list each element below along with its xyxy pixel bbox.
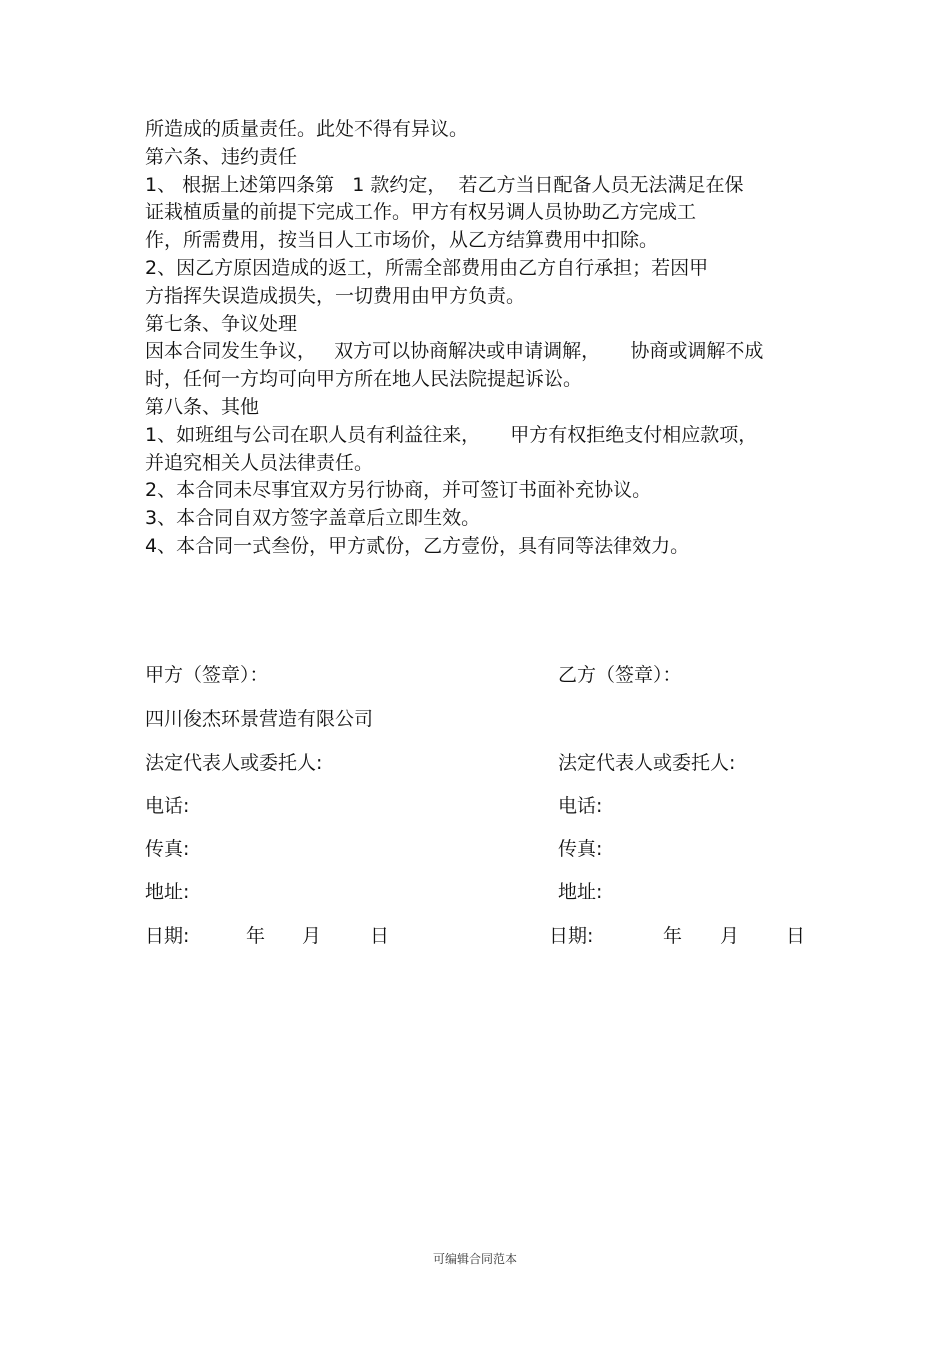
party-b-rep-label: 法定代表人或委托人: (558, 752, 736, 774)
party-b-phone-label: 电话: (558, 795, 603, 817)
party-b-address-label: 地址: (558, 881, 603, 903)
contract-line: 作，所需费用，按当日人工市场价，从乙方结算费用中扣除。 (145, 229, 659, 252)
party-a-month-label: 月 (302, 925, 322, 947)
party-a-phone-label: 电话: (145, 795, 190, 817)
page-footer: 可编辑合同范本 (432, 1252, 517, 1266)
party-b-month-label: 月 (720, 925, 740, 947)
contract-line: 2、本合同未尽事宜双方另行协商，并可签订书面补充协议。 (145, 479, 652, 502)
party-b-date-label: 日期: (549, 925, 594, 947)
contract-line: 1、如班组与公司在职人员有利益往来， 甲方有权拒绝支付相应款项， (145, 423, 758, 446)
party-a-address-label: 地址: (145, 881, 190, 903)
party-a-company: 四川俊杰环景营造有限公司 (145, 708, 374, 730)
contract-line: 时，任何一方均可向甲方所在地人民法院提起诉讼。 (145, 368, 583, 391)
contract-line: 3、本合同自双方签字盖章后立即生效。 (145, 507, 481, 530)
article-seven-heading: 第七条、争议处理 (145, 312, 298, 335)
contract-line: 并追究相关人员法律责任。 (145, 451, 374, 474)
article-eight-heading: 第八条、其他 (145, 395, 260, 418)
party-a-year-label: 年 (246, 925, 266, 947)
contract-line: 1、 根据上述第四条第 1 款约定， 若乙方当日配备人员无法满足在保 (145, 173, 744, 196)
party-a-fax-label: 传真: (145, 838, 190, 860)
party-a-day-label: 日 (370, 925, 390, 947)
contract-line: 方指挥失误造成损失，一切费用由甲方负责。 (145, 284, 526, 307)
contract-line: 证栽植质量的前提下完成工作。甲方有权另调人员协助乙方完成工 (145, 201, 697, 224)
party-a-date-label: 日期: (145, 925, 190, 947)
article-six-heading: 第六条、违约责任 (145, 145, 298, 168)
contract-line: 所造成的质量责任。此处不得有异议。 (145, 118, 469, 140)
party-a-sign-label: 甲方（签章）： (145, 664, 269, 686)
party-b-sign-label: 乙方（签章）： (558, 664, 682, 686)
contract-line: 2、因乙方原因造成的返工，所需全部费用由乙方自行承担；若因甲 (145, 256, 709, 279)
party-b-day-label: 日 (786, 925, 806, 947)
contract-line: 4、本合同一式叁份，甲方贰份，乙方壹份，具有同等法律效力。 (145, 534, 690, 557)
contract-body (145, 116, 825, 561)
party-a-rep-label: 法定代表人或委托人: (145, 752, 323, 774)
contract-line: 因本合同发生争议， 双方可以协商解决或申请调解， 协商或调解不成 (145, 340, 764, 363)
party-b-fax-label: 传真: (558, 838, 603, 860)
party-b-year-label: 年 (663, 925, 683, 947)
